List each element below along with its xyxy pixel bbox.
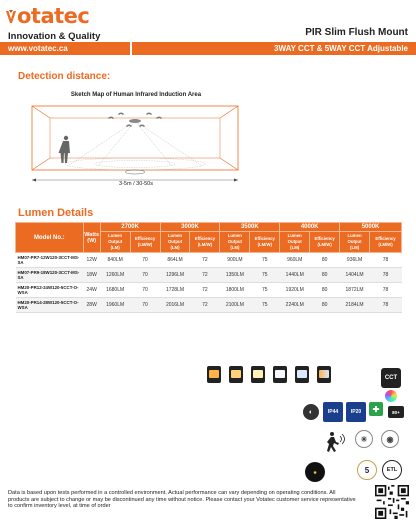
person-icon bbox=[59, 136, 71, 163]
efficiency-header: Efficiency (LM/W) bbox=[250, 232, 280, 253]
efficiency-cell: 78 bbox=[370, 283, 402, 298]
cct-switch-icon bbox=[317, 366, 331, 383]
efficiency-cell: 72 bbox=[190, 283, 220, 298]
lumen-cell: 2100LM bbox=[220, 298, 250, 313]
cct-header-2700: 2700K bbox=[100, 223, 160, 232]
cct-2700-icon bbox=[207, 366, 221, 383]
efficiency-header: Efficiency (LM/W) bbox=[310, 232, 340, 253]
lumen-cell: 1728LM bbox=[160, 283, 190, 298]
v-logo-icon bbox=[6, 10, 16, 24]
lumen-cell: 1404LM bbox=[340, 268, 370, 283]
watts-cell: 12W bbox=[83, 253, 100, 268]
lumen-cell: 960LM bbox=[280, 253, 310, 268]
lumen-table bbox=[15, 222, 402, 313]
dimmer-icon: ◐ bbox=[303, 404, 319, 420]
efficiency-cell: 70 bbox=[130, 268, 160, 283]
efficiency-cell: 80 bbox=[310, 268, 340, 283]
model-cell: HM07-PR7-12W120-3CCT-MS-SA bbox=[16, 253, 84, 268]
lumen-cell: 1350LM bbox=[220, 268, 250, 283]
lumen-output-header: Lumen Output (LM) bbox=[340, 232, 370, 253]
sensor-area-diagram bbox=[18, 100, 254, 182]
cct-header-3500: 3500K bbox=[220, 223, 280, 232]
cct-badge-icon: CCT bbox=[381, 368, 401, 388]
lumen-output-header: Lumen Output (LM) bbox=[220, 232, 250, 253]
watts-cell: 24W bbox=[83, 283, 100, 298]
model-cell: HM20-PR12-24W120-5CCT-O-WSA bbox=[16, 283, 84, 298]
efficiency-cell: 78 bbox=[370, 298, 402, 313]
motion-sensor-icon bbox=[323, 430, 345, 452]
table-row bbox=[16, 253, 402, 268]
lumen-cell: 2240LM bbox=[280, 298, 310, 313]
lumen-cell: 2016LM bbox=[160, 298, 190, 313]
lumen-cell: 1960LM bbox=[100, 298, 130, 313]
cri-color-wheel-icon bbox=[385, 390, 397, 402]
efficiency-cell: 72 bbox=[190, 268, 220, 283]
lumen-cell: 840LM bbox=[100, 253, 130, 268]
efficiency-cell: 75 bbox=[250, 253, 280, 268]
light-sensor-icon: ☀ bbox=[355, 430, 373, 448]
efficiency-cell: 78 bbox=[370, 253, 402, 268]
ip44-icon: IP44 bbox=[323, 402, 343, 422]
table-row bbox=[16, 268, 402, 283]
lumen-cell: 1680LM bbox=[100, 283, 130, 298]
cct-3000-icon bbox=[229, 366, 243, 383]
efficiency-header: Efficiency (LM/W) bbox=[130, 232, 160, 253]
lumen-cell: 1296LM bbox=[160, 268, 190, 283]
lumen-cell: 864LM bbox=[160, 253, 190, 268]
lumen-cell: 2184LM bbox=[340, 298, 370, 313]
cct-4000-icon bbox=[273, 366, 287, 383]
detection-title: Detection distance: bbox=[18, 71, 111, 82]
efficiency-header: Efficiency (LM/W) bbox=[370, 232, 402, 253]
detection-range: 3-5m / 30-50s bbox=[119, 181, 153, 187]
detection-sketch bbox=[18, 92, 254, 192]
lumen-cell: 1872LM bbox=[340, 283, 370, 298]
efficiency-cell: 70 bbox=[130, 298, 160, 313]
efficiency-cell: 78 bbox=[370, 268, 402, 283]
table-row bbox=[16, 298, 402, 313]
lumen-cell: 936LM bbox=[340, 253, 370, 268]
website-link[interactable]: www.votatec.ca bbox=[0, 42, 130, 55]
lumen-output-header: Lumen Output (LM) bbox=[160, 232, 190, 253]
efficiency-cell: 75 bbox=[250, 298, 280, 313]
model-header: Model No.: bbox=[16, 223, 84, 253]
lumen-body bbox=[16, 253, 402, 313]
lumen-cell: 1920LM bbox=[280, 283, 310, 298]
lumen-cell: 1800LM bbox=[220, 283, 250, 298]
lumen-cell: 1260LM bbox=[100, 268, 130, 283]
cct-header-3000: 3000K bbox=[160, 223, 220, 232]
watts-cell: 18W bbox=[83, 268, 100, 283]
disclaimer: Data is based upon tests performed in a controlled environment. Actual performance can vary depending on operating conditions. All products are subject to change or may be discontinued any time without notice. Please contact your Votatec customer service representative to confirm inventory level, at time of order bbox=[8, 490, 356, 510]
microwave-sensor-icon: ◉ bbox=[381, 430, 399, 448]
efficiency-cell: 80 bbox=[310, 283, 340, 298]
efficiency-cell: 80 bbox=[310, 298, 340, 313]
lumen-output-header: Lumen Output (LM) bbox=[280, 232, 310, 253]
sketch-title: Sketch Map of Human Infrared Induction Area bbox=[70, 92, 202, 98]
ip20-icon: IP20 bbox=[346, 402, 366, 422]
product-title: PIR Slim Flush Mount bbox=[305, 27, 408, 38]
model-cell: HM07-PR9-18W120-3CCT-MS-SA bbox=[16, 268, 84, 283]
cct-header-5000: 5000K bbox=[340, 223, 402, 232]
header bbox=[0, 0, 416, 56]
cct-5000-icon bbox=[295, 366, 309, 383]
cct-3500-icon bbox=[251, 366, 265, 383]
watts-cell: 28W bbox=[83, 298, 100, 313]
efficiency-cell: 80 bbox=[310, 253, 340, 268]
model-cell: HM20-PR14-28W120-5CCT-O-WSA bbox=[16, 298, 84, 313]
cri-badge-icon: 80+ bbox=[388, 406, 404, 418]
warranty-years-icon: 5 bbox=[357, 460, 377, 480]
table-row bbox=[16, 283, 402, 298]
efficiency-cell: 72 bbox=[190, 253, 220, 268]
energy-star-icon: ✸ bbox=[305, 462, 325, 482]
watts-header: Watts (W) bbox=[83, 223, 100, 253]
qr-code-icon[interactable] bbox=[375, 485, 409, 519]
subtitle-bar: 3WAY CCT & 5WAY CCT Adjustable bbox=[132, 42, 416, 55]
lumen-title: Lumen Details bbox=[18, 207, 94, 219]
lumen-output-header: Lumen Output (LM) bbox=[100, 232, 130, 253]
tagline: Innovation & Quality bbox=[8, 31, 101, 42]
cct-header-4000: 4000K bbox=[280, 223, 340, 232]
brand-logo[interactable] bbox=[6, 4, 89, 28]
efficiency-cell: 70 bbox=[130, 283, 160, 298]
efficiency-cell: 75 bbox=[250, 268, 280, 283]
efficiency-cell: 75 bbox=[250, 283, 280, 298]
lumen-cell: 1440LM bbox=[280, 268, 310, 283]
efficiency-cell: 70 bbox=[130, 253, 160, 268]
etl-listed-icon: ETL bbox=[382, 460, 402, 480]
efficiency-cell: 72 bbox=[190, 298, 220, 313]
emergency-exit-icon: ✚ bbox=[369, 402, 383, 416]
brand-name: otatec bbox=[17, 4, 90, 28]
efficiency-header: Efficiency (LM/W) bbox=[190, 232, 220, 253]
lumen-cell: 900LM bbox=[220, 253, 250, 268]
